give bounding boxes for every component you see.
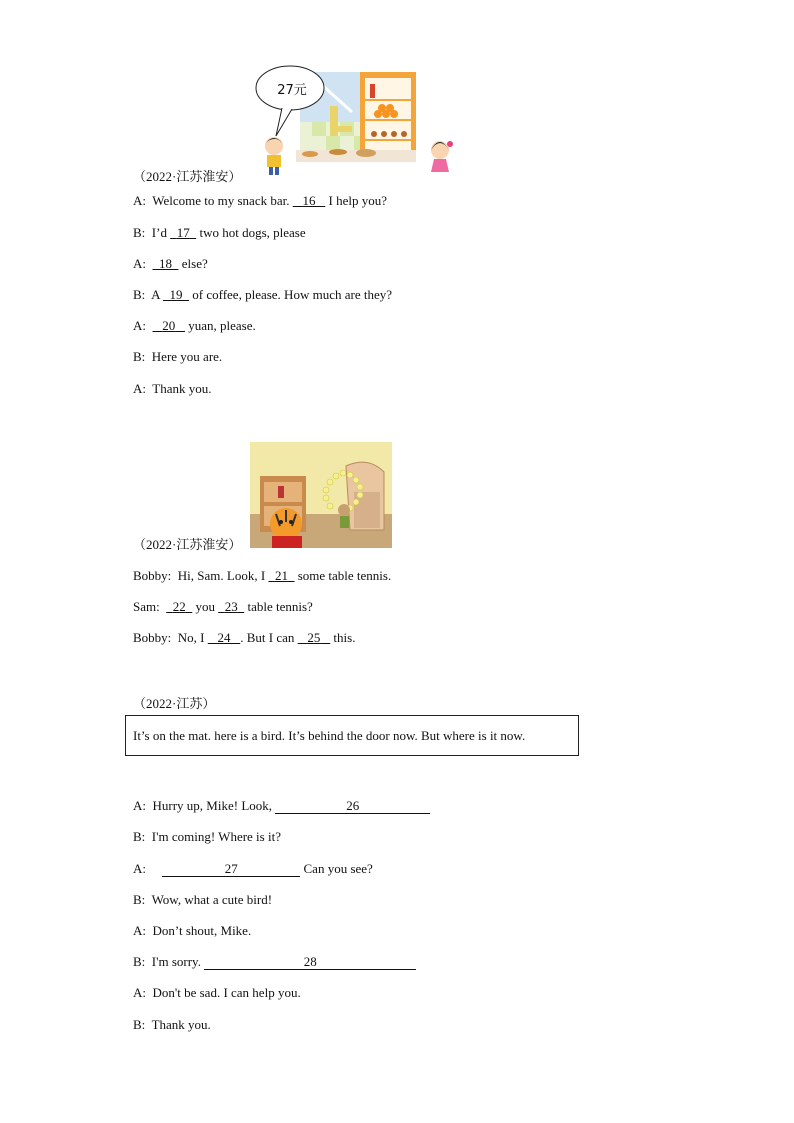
blank-22[interactable]: 22 — [172, 599, 186, 614]
price-bubble-text: 27元 — [277, 83, 307, 98]
blank-19[interactable]: 19 — [169, 287, 183, 302]
dialogue-line: A: 18 else? — [133, 256, 208, 271]
dialogue-line: B: Thank you. — [133, 1017, 211, 1032]
blank-17[interactable]: 17 — [176, 225, 190, 240]
blank-24[interactable]: 24 — [217, 630, 231, 645]
source-label-1: （2022·江苏淮安） — [133, 169, 242, 184]
blank-25[interactable]: 25 — [307, 630, 321, 645]
blank-20[interactable]: 20 — [162, 318, 176, 333]
blank-26[interactable]: 26 — [275, 799, 430, 814]
dialogue-line: B: I'm coming! Where is it? — [133, 829, 281, 844]
word-bank-box — [125, 715, 579, 756]
dialogue-line: A: 20 yuan, please. — [133, 318, 256, 333]
blank-21[interactable]: 21 — [274, 568, 288, 583]
blank-16[interactable]: 16 — [302, 193, 316, 208]
dialogue-line: B: Wow, what a cute bird! — [133, 892, 273, 907]
dialogue-line: B: I'm sorry. 28 — [133, 954, 416, 970]
dialogue-line: A: Hurry up, Mike! Look, 26 — [133, 798, 430, 814]
dialogue-line: A: Don't be sad. I can help you. — [133, 985, 301, 1000]
blank-28[interactable]: 28 — [204, 955, 416, 970]
source-label-3: （2022·江苏） — [133, 696, 216, 711]
table-tennis-illustration — [250, 442, 392, 548]
dialogue-line: A: Welcome to my snack bar. 16 I help you? — [133, 193, 387, 208]
dialogue-line: A: 27 Can you see? — [133, 861, 373, 876]
dialogue-line: A: Don’t shout, Mike. — [133, 923, 252, 938]
dialogue-line: Bobby: Hi, Sam. Look, I 21 some table tennis. — [133, 568, 392, 583]
word-bank-text: It’s on the mat. here is a bird. It’s behind the door now. But where is it now. — [133, 727, 526, 743]
dialogue-line: Bobby: No, I 24 . But I can 25 this. — [133, 630, 356, 645]
source-label-2: （2022·江苏淮安） — [133, 537, 242, 552]
blank-27[interactable]: 27 — [162, 862, 300, 877]
dialogue-line: A: Thank you. — [133, 381, 212, 396]
blank-18[interactable]: 18 — [159, 256, 172, 271]
dialogue-line: B: I’d 17 two hot dogs, please — [133, 225, 306, 240]
dialogue-line: B: Here you are. — [133, 349, 223, 364]
blank-23[interactable]: 23 — [224, 599, 238, 614]
dialogue-line: B: A 19 of coffee, please. How much are they? — [133, 287, 392, 302]
dialogue-line: Sam: 22 you 23 table tennis? — [133, 599, 313, 614]
